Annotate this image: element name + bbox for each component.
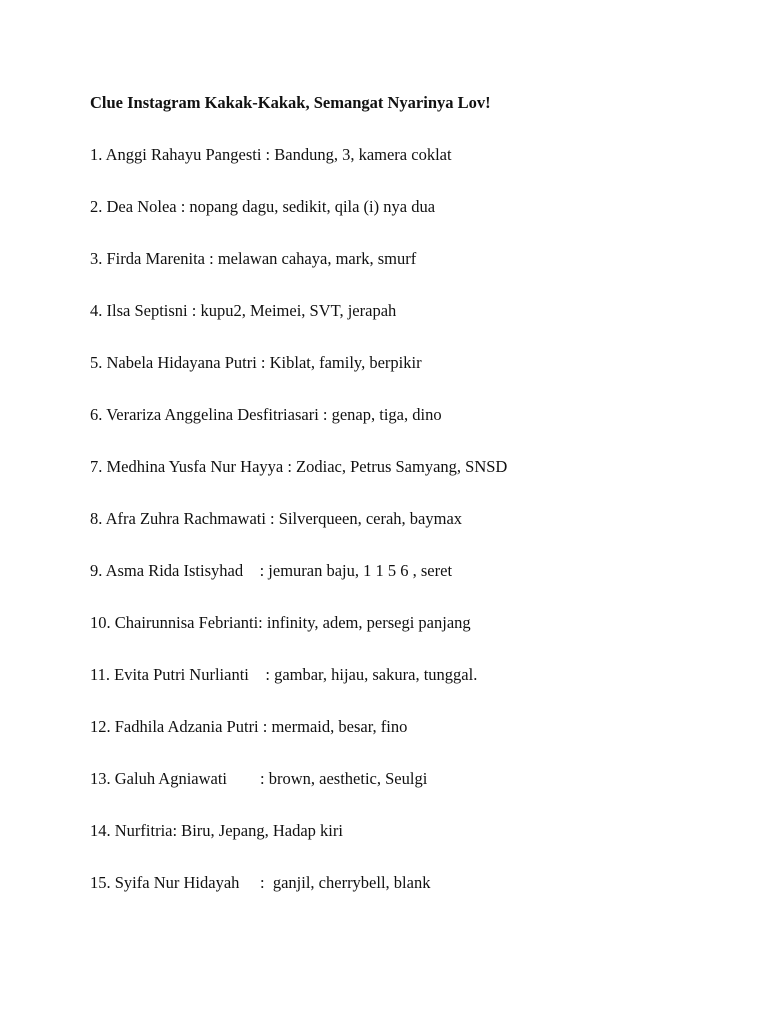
clue-item-7: 7. Medhina Yusfa Nur Hayya : Zodiac, Petrus Samyang, SNSD	[90, 457, 508, 476]
clue-list	[90, 144, 507, 924]
clue-item-15: 15. Syifa Nur Hidayah : ganjil, cherrybell, blank	[90, 873, 431, 892]
clue-item-2: 2. Dea Nolea : nopang dagu, sedikit, qila (i) nya dua	[90, 197, 436, 216]
clue-item-1: 1. Anggi Rahayu Pangesti : Bandung, 3, kamera coklat	[90, 145, 452, 164]
clue-item-9: 9. Asma Rida Istisyhad : jemuran baju, 1 1 5 6 , seret	[90, 561, 453, 580]
clue-item-8: 8. Afra Zuhra Rachmawati : Silverqueen, cerah, baymax	[90, 509, 463, 528]
clue-item-6: 6. Verariza Anggelina Desfitriasari : genap, tiga, dino	[90, 405, 442, 424]
clue-item-5: 5. Nabela Hidayana Putri : Kiblat, family, berpikir	[90, 353, 422, 372]
clue-item-12: 12. Fadhila Adzania Putri : mermaid, besar, fino	[90, 717, 408, 736]
clue-item-11: 11. Evita Putri Nurlianti : gambar, hijau, sakura, tunggal.	[90, 665, 478, 684]
clue-item-3: 3. Firda Marenita : melawan cahaya, mark, smurf	[90, 249, 417, 268]
document-title: Clue Instagram Kakak-Kakak, Semangat Nyarinya Lov!	[90, 93, 491, 112]
clue-item-10: 10. Chairunnisa Febrianti: infinity, adem, persegi panjang	[90, 613, 471, 632]
clue-item-4: 4. Ilsa Septisni : kupu2, Meimei, SVT, jerapah	[90, 301, 397, 320]
clue-item-14: 14. Nurfitria: Biru, Jepang, Hadap kiri	[90, 821, 343, 840]
clue-item-13: 13. Galuh Agniawati : brown, aesthetic, Seulgi	[90, 769, 428, 788]
